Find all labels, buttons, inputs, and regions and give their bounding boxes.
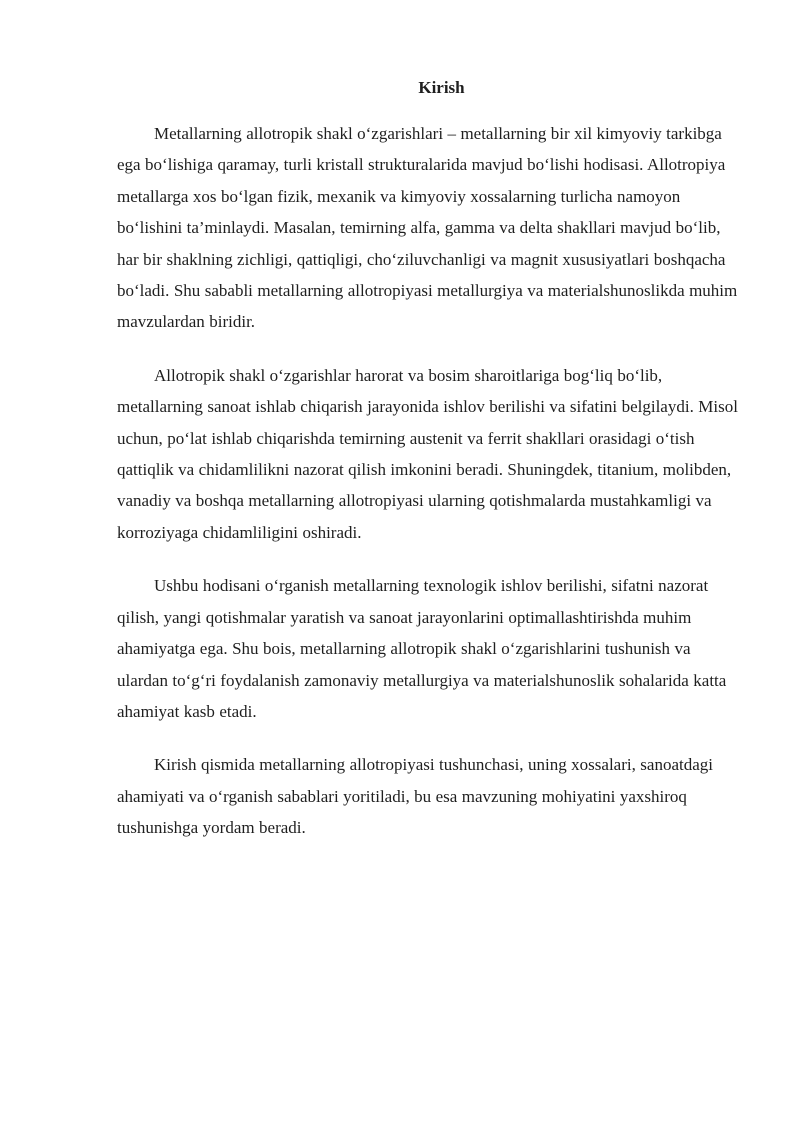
- paragraph-1: Metallarning allotropik shakl o‘zgarishlari – metallarning bir xil kimyoviy tarkibga ega bo‘lishiga qaramay, turli kristall strukturalarida mavjud bo‘lishi hodisasi. Allotropiya metallarga xos bo‘lgan fizik, mexanik va kimyoviy xossalarning turlicha namoyon bo‘lishini ta’minlaydi. Masalan, temirning alfa, gamma va delta shakllari mavjud bo‘lib, har bir shaklning zichligi, qattiqligi, cho‘ziluvchanligi va magnit xususiyatlari boshqacha bo‘ladi. Shu sababli metallarning allotropiyasi metallurgiya va materialshunoslikda muhim mavzulardan biridir.: [117, 124, 738, 332]
- paragraph-2: Allotropik shakl o‘zgarishlar harorat va bosim sharoitlariga bog‘liq bo‘lib, metallarning sanoat ishlab chiqarish jarayonida ishlov berilishi va sifatini belgilaydi. Misol uchun, po‘lat ishlab chiqarishda temirning austenit va ferrit shakllari orasidagi o‘tish qattiqlik va chidamlilikni nazorat qilish imkonini beradi. Shuningdek, titanium, molibden, vanadiy va boshqa metallarning allotropiyasi ularning qotishmalarda mustahkamligi va korroziyaga chidamliligini oshiradi.: [117, 365, 738, 542]
- section-title: Kirish: [418, 78, 465, 97]
- paragraph-3: Ushbu hodisani o‘rganish metallarning texnologik ishlov berilishi, sifatni nazorat qilish, yangi qotishmalar yaratish va sanoat jarayonlarini optimallashtirishda muhim ahamiyatga ega. Shu bois, metallarning allotropik shakl o‘zgarishlarini tushunish va ulardan to‘g‘ri foydalanish zamonaviy metallurgiya va materialshunoslik sohalarida katta ahamiyat kasb etadi.: [117, 576, 727, 721]
- paragraph-4: Kirish qismida metallarning allotropiyasi tushunchasi, uning xossalari, sanoatdagi ahamiyati va o‘rganish sabablari yoritiladi, bu esa mavzuning mohiyatini yaxshiroq tushunishga yordam beradi.: [117, 755, 713, 838]
